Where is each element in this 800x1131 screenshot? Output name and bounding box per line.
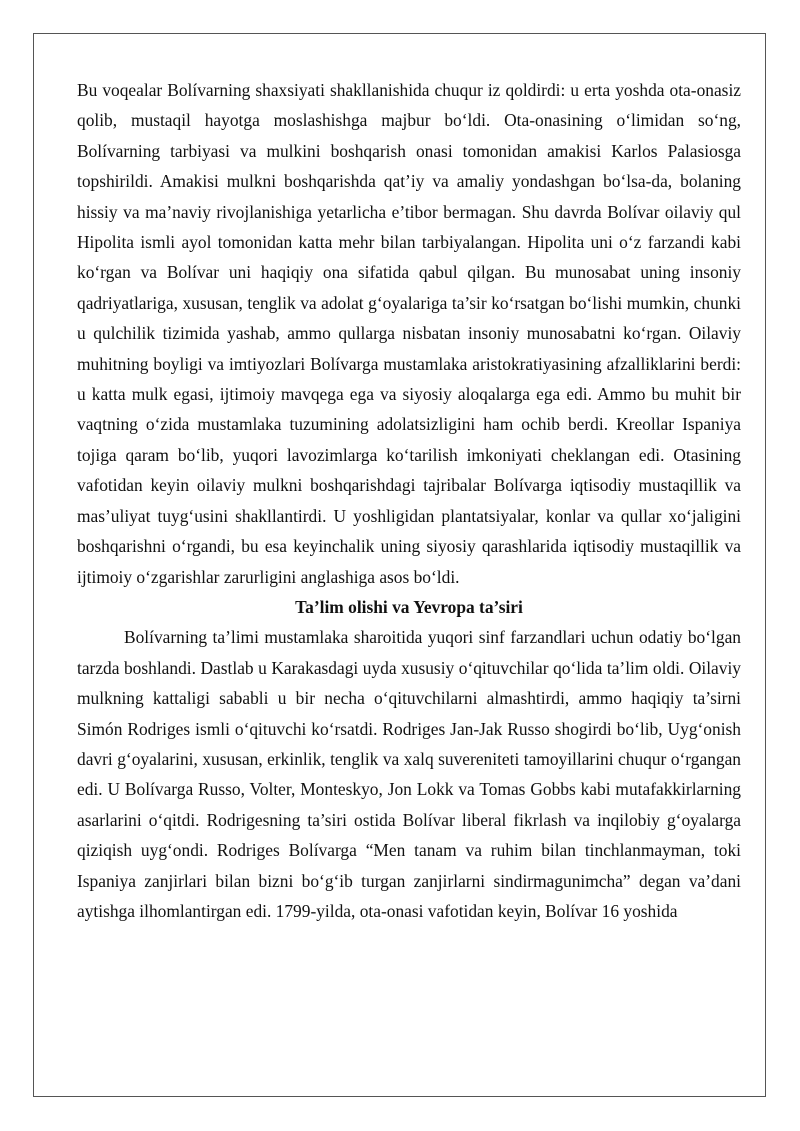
body-paragraph: Bolívarning ta’limi mustamlaka sharoitida yuqori sinf farzandlari uchun odatiy bo‘lgan tarzda boshlandi. Dastlab u Karakasdagi uyda xususiy o‘qituvchilar qo‘lida ta’lim oldi. Oilaviy mulkning kattaligi sababli u bir necha o‘qituvchilarni almashtirdi, ammo haqiqiy ta’sirni Simón Rodriges ismli o‘qituvchi ko‘rsatdi. Rodriges Jan-Jak Russo shogirdi bo‘lib, Uyg‘onish davri g‘oyalarini, xususan, erkinlik, tenglik va xalq suvereniteti tamoyillarini chuqur o‘rgangan edi. U Bolívarga Russo, Volter, Monteskyo, Jon Lokk va Tomas Gobbs kabi mutafakkirlarning asarlarini o‘qitdi. Rodrigesning ta’siri ostida Bolívar liberal fikrlash va inqilobiy g‘oyalarga qiziqish uyg‘ondi. Rodriges Bolívarga “Men tanam va ruhim bilan tinchlanmayman, toki Ispaniya zanjirlari bilan bizni bo‘g‘ib turgan zanjirlarni sindirmagunimcha” degan va’dani aytishga ilhomlantirgan edi. 1799-yilda, ota-onasi vafotidan keyin, Bolívar 16 yoshida (77, 627, 741, 921)
document-body (77, 75, 741, 926)
section-heading: Ta’lim olishi va Yevropa ta’siri (295, 596, 523, 617)
body-paragraph: Bu voqealar Bolívarning shaxsiyati shakllanishida chuqur iz qoldirdi: u erta yoshda ota-onasiz qolib, mustaqil hayotga moslashishga majbur bo‘ldi. Ota-onasining o‘limidan so‘ng, Bolívarning tarbiyasi va mulkini boshqarish onasi tomonidan amakisi Karlos Palasiosga topshirildi. Amakisi mulkni boshqarishda qat’iy va amaliy yondashgan bo‘lsa-da, bolaning hissiy va ma’naviy rivojlanishiga yetarlicha e’tibor bermagan. Shu davrda Bolívar oilaviy qul Hipolita ismli ayol tomonidan katta mehr bilan tarbiyalangan. Hipolita uni o‘z farzandi kabi ko‘rgan va Bolívar uni haqiqiy ona sifatida qabul qilgan. Bu munosabat uning insoniy qadriyatlariga, xususan, tenglik va adolat g‘oyalariga ta’sir ko‘rsatgan bo‘lishi mumkin, chunki u qulchilik tizimida yashab, ammo qullarga nisbatan insoniy munosabatni ko‘rgan. Oilaviy muhitning boyligi va imtiyozlari Bolívarga mustamlaka aristokratiyasining afzalliklarini berdi: u katta mulk egasi, ijtimoiy mavqega ega va siyosiy aloqalarga ega edi. Ammo bu muhit bir vaqtning o‘zida mustamlaka tuzumining adolatsizligini ham ochib berdi. Kreollar Ispaniya tojiga qaram bo‘lib, yuqori lavozimlarga ko‘tarilish imkoniyati cheklangan edi. Otasining vafotidan keyin oilaviy mulkni boshqarishdagi tajribalar Bolívarga iqtisodiy mustaqillik va mas’uliyat tuyg‘usini shakllantirdi. U yoshligidan plantatsiyalar, konlar va qullar xo‘jaligini boshqarishni o‘rgandi, bu esa keyinchalik uning siyosiy qarashlarida iqtisodiy mustaqillik va ijtimoiy o‘zgarishlar zarurligini anglashiga asos bo‘ldi. (77, 80, 741, 587)
